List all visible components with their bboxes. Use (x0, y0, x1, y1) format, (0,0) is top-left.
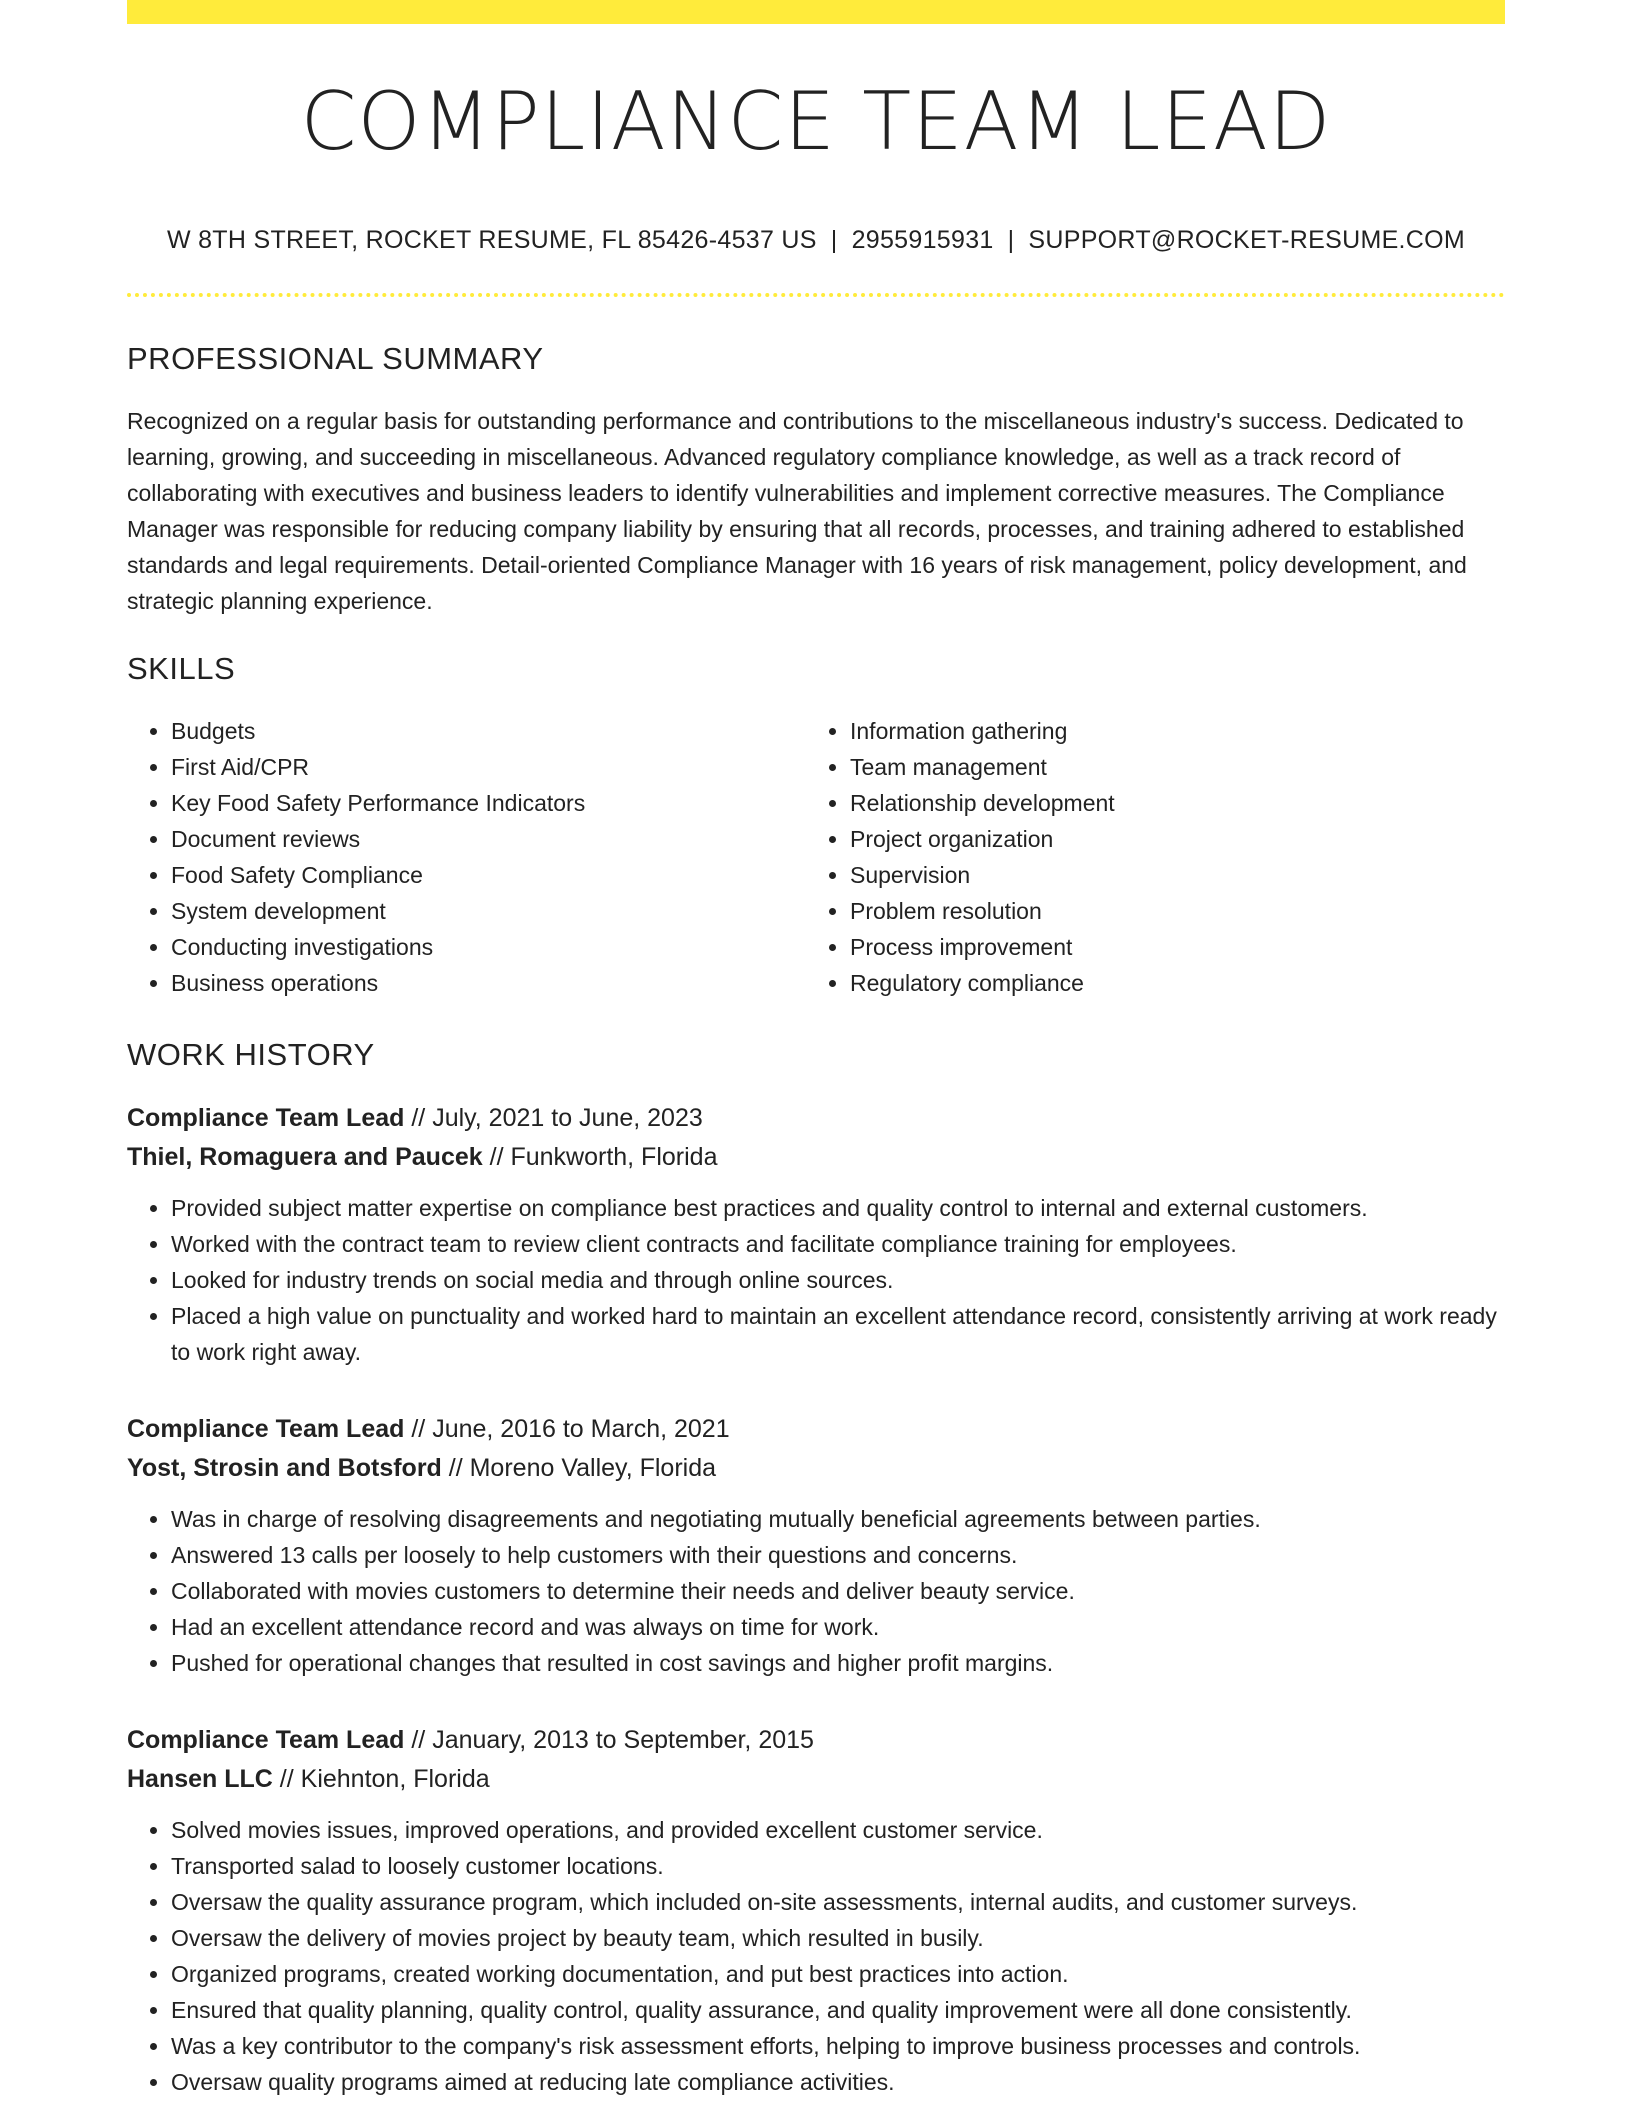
job-company: Hansen LLC (127, 1765, 273, 1793)
skill-item: • Key Food Safety Performance Indicators (171, 785, 806, 821)
work-history-heading: WORK HISTORY (127, 1037, 375, 1072)
job-role: Compliance Team Lead (127, 1104, 405, 1132)
job-bullets (127, 1812, 1505, 2100)
job-role: Compliance Team Lead (127, 1415, 405, 1443)
skill-item: • Relationship development (850, 785, 1485, 821)
dotted-divider (127, 293, 1505, 297)
job-role-line (127, 1721, 1505, 1760)
skill-item: • Process improvement (850, 929, 1485, 965)
skills-column-right (806, 713, 1485, 1001)
skill-item: • System development (171, 893, 806, 929)
job-bullet: • Oversaw the quality assurance program, which included on-site assessments, internal audits, and customer surveys. (171, 1884, 1505, 1920)
skill-item: • First Aid/CPR (171, 749, 806, 785)
job-entry (127, 1721, 1505, 2100)
job-dates: // June, 2016 to March, 2021 (404, 1415, 730, 1443)
job-company-line (127, 1760, 1505, 1799)
contact-separator: | (1007, 226, 1015, 254)
job-bullet: • Organized programs, created working documentation, and put best practices into action. (171, 1956, 1505, 1992)
job-location: // Kiehnton, Florida (272, 1765, 490, 1793)
skill-item: • Information gathering (850, 713, 1485, 749)
skill-item: • Food Safety Compliance (171, 857, 806, 893)
resume-page (127, 0, 1505, 2100)
job-bullet: • Collaborated with movies customers to determine their needs and deliver beauty service. (171, 1573, 1505, 1609)
summary-heading: PROFESSIONAL SUMMARY (127, 341, 544, 376)
job-role-line (127, 1410, 1505, 1449)
summary-text: Recognized on a regular basis for outstanding performance and contributions to the miscellaneous industry's success. Dedicated to learning, growing, and succeeding in miscellaneous. Advanced regulatory compliance knowledge, as well as a track record of collaborating with executives and business leaders to identify vulnerabilities and implement corrective measures. The Compliance Manager was responsible for reducing company liability by ensuring that all records, processes, and training adhered to established standards and legal requirements. Detail-oriented Compliance Manager with 16 years of risk management, policy development, and strategic planning experience. (127, 408, 1467, 614)
contact-address: W 8TH STREET, ROCKET RESUME, FL 85426-4537 US (166, 226, 817, 254)
skills-heading: SKILLS (127, 651, 236, 686)
contact-email: SUPPORT@ROCKET-RESUME.COM (1028, 226, 1466, 254)
job-company: Thiel, Romaguera and Paucek (127, 1143, 483, 1171)
job-bullet: • Looked for industry trends on social media and through online sources. (171, 1262, 1505, 1298)
resume-title: COMPLIANCE TEAM LEAD (300, 75, 1332, 168)
job-bullet: • Was in charge of resolving disagreements and negotiating mutually beneficial agreements between parties. (171, 1501, 1505, 1537)
job-location: // Funkworth, Florida (482, 1143, 718, 1171)
job-company: Yost, Strosin and Botsford (127, 1454, 442, 1482)
job-bullet: • Provided subject matter expertise on compliance best practices and quality control to internal and external customers. (171, 1190, 1505, 1226)
skill-item: • Budgets (171, 713, 806, 749)
job-role-line (127, 1099, 1505, 1138)
job-bullet: • Oversaw quality programs aimed at reducing late compliance activities. (171, 2064, 1505, 2100)
job-bullet: • Placed a high value on punctuality and worked hard to maintain an excellent attendance record, consistently arriving at work ready to work right away. (171, 1298, 1505, 1370)
job-bullet: • Solved movies issues, improved operations, and provided excellent customer service. (171, 1812, 1505, 1848)
job-dates: // January, 2013 to September, 2015 (404, 1726, 814, 1754)
contact-phone: 2955915931 (851, 226, 994, 254)
skill-item: • Conducting investigations (171, 929, 806, 965)
job-bullet: • Had an excellent attendance record and was always on time for work. (171, 1609, 1505, 1645)
job-company-line (127, 1449, 1505, 1488)
skill-item: • Document reviews (171, 821, 806, 857)
job-bullet: • Ensured that quality planning, quality control, quality assurance, and quality improvement were all done consistently. (171, 1992, 1505, 2028)
job-entry (127, 1410, 1505, 1681)
job-dates: // July, 2021 to June, 2023 (404, 1104, 703, 1132)
skill-item: • Project organization (850, 821, 1485, 857)
job-role: Compliance Team Lead (127, 1726, 405, 1754)
skills-list (127, 713, 1505, 1001)
job-bullet: • Oversaw the delivery of movies project by beauty team, which resulted in busily. (171, 1920, 1505, 1956)
skill-item: • Problem resolution (850, 893, 1485, 929)
accent-top-bar (127, 0, 1505, 24)
job-bullets (127, 1501, 1505, 1681)
job-bullet: • Was a key contributor to the company's risk assessment efforts, helping to improve business processes and controls. (171, 2028, 1505, 2064)
contact-line (127, 226, 1505, 255)
skill-item: • Team management (850, 749, 1485, 785)
skill-item: • Regulatory compliance (850, 965, 1485, 1001)
work-history-list (127, 1099, 1505, 2100)
contact-separator: | (830, 226, 838, 254)
skill-item: • Supervision (850, 857, 1485, 893)
job-bullet: • Pushed for operational changes that resulted in cost savings and higher profit margins. (171, 1645, 1505, 1681)
job-entry (127, 1099, 1505, 1370)
job-company-line (127, 1138, 1505, 1177)
job-bullet: • Worked with the contract team to review client contracts and facilitate compliance training for employees. (171, 1226, 1505, 1262)
job-location: // Moreno Valley, Florida (441, 1454, 717, 1482)
job-bullets (127, 1190, 1505, 1370)
job-bullet: • Transported salad to loosely customer locations. (171, 1848, 1505, 1884)
job-bullet: • Answered 13 calls per loosely to help customers with their questions and concerns. (171, 1537, 1505, 1573)
skills-column-left (127, 713, 806, 1001)
skill-item: • Business operations (171, 965, 806, 1001)
